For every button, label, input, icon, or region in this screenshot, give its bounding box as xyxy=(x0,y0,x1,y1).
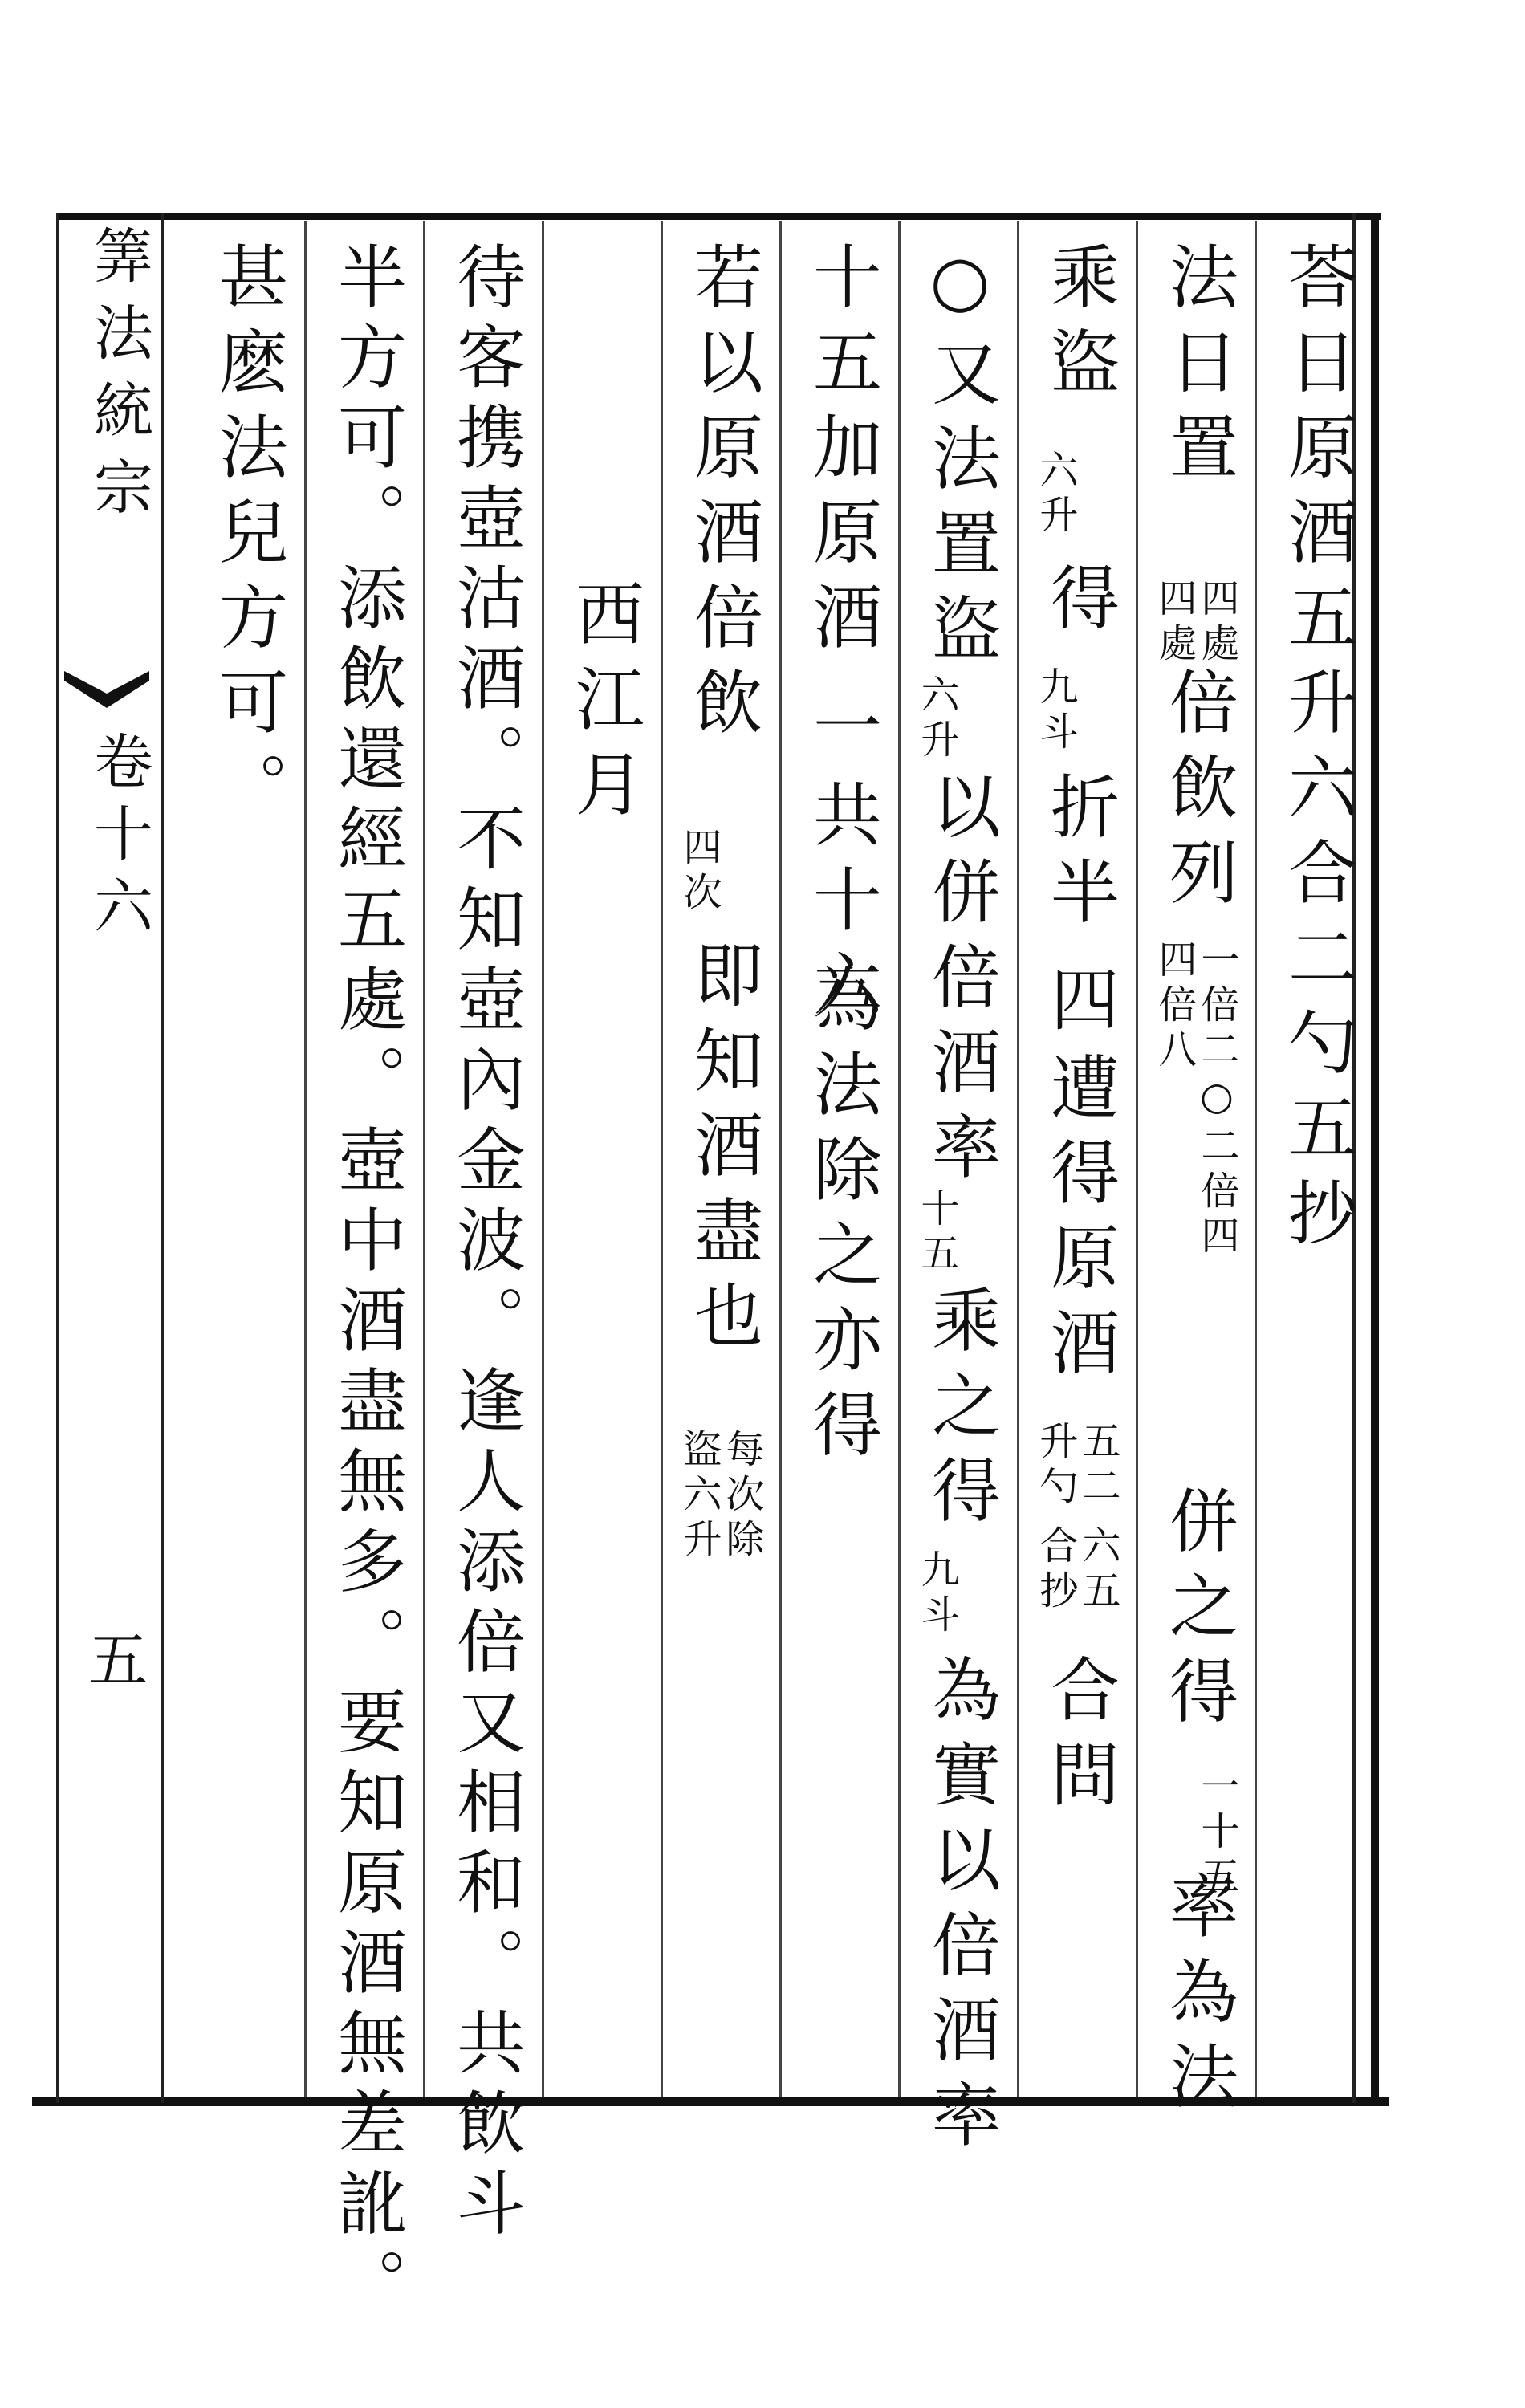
frame-top-border xyxy=(56,213,1381,220)
annotation-text: 折半 xyxy=(1039,771,1119,941)
annotation: 四倍八 xyxy=(1152,939,1197,1074)
annotation-text: 乘之得 xyxy=(920,1284,1000,1540)
text-column-add: 十五加原酒 xyxy=(801,241,881,666)
annotation: 四處 xyxy=(1152,578,1197,668)
text-column-if: 若以原酒倍飲 xyxy=(682,241,762,751)
annotation: 九斗 xyxy=(914,1549,959,1639)
annotation-text: 遭得原酒 xyxy=(1039,1051,1119,1392)
annotation-text: 即知酒盡也 xyxy=(682,939,762,1365)
text-column-alt-method: ○又法置盜 xyxy=(920,241,1000,677)
column-separator xyxy=(542,221,544,2097)
annotation: 五二 xyxy=(1076,1421,1120,1511)
annotation-text: 得 xyxy=(1039,562,1119,647)
column-separator xyxy=(779,221,782,2097)
annotation: 盜六升 xyxy=(677,1429,722,1564)
poem-line-2: 半方可。添飲還經五處。壺中酒盡無多。要知原酒無差訛。 xyxy=(326,241,406,2328)
annotation: 合抄 xyxy=(1033,1525,1078,1615)
column-separator xyxy=(1136,221,1138,2097)
annotation: 六升 xyxy=(914,674,959,764)
column-separator xyxy=(423,221,425,2097)
annotation: 四次 xyxy=(677,827,722,917)
annotation-text: 為實以倍酒率 xyxy=(920,1653,1000,2164)
annotation: 升勺 xyxy=(1033,1421,1078,1511)
column-separator xyxy=(898,221,901,2097)
annotation: 十五 xyxy=(914,1188,959,1278)
poem-line-3: 甚麽法兒方可。 xyxy=(207,241,287,836)
frame-right-border xyxy=(1371,213,1379,2103)
annotation-text: 四 xyxy=(1039,963,1119,1048)
annotation: 六五 xyxy=(1076,1525,1120,1615)
annotation: 九斗 xyxy=(1033,666,1078,756)
poem-line-1: 待客携壺沽酒。不知壺內金波。逢人添倍又相和。共飲斗 xyxy=(445,241,525,2247)
annotation-text: 一 xyxy=(801,690,881,775)
juan-label: 卷十六 xyxy=(84,730,153,947)
text-column-answer: 荅日原酒五升六合二勺五抄 xyxy=(1276,241,1356,1262)
annotation: 一倍二○二倍四 xyxy=(1194,939,1239,1260)
book-title: 筭法統宗 xyxy=(84,225,153,533)
annotation-text: 合問 xyxy=(1039,1653,1119,1824)
annotation-text: 倍飲列 xyxy=(1157,666,1238,921)
fishtail-mark-icon xyxy=(63,666,151,722)
annotation-text: 併之得 xyxy=(1157,1485,1238,1740)
text-column-multiply: 乘盜 xyxy=(1039,241,1119,411)
annotation-text: 率為法 xyxy=(1157,1870,1238,2125)
frame-left-border xyxy=(56,213,59,2103)
column-separator xyxy=(661,221,663,2097)
page-number: 五 xyxy=(88,1626,148,1695)
annotation: 四處 xyxy=(1194,578,1239,668)
annotation: 一十五 xyxy=(1194,1766,1239,1901)
annotation-text: 以併倍酒率 xyxy=(920,771,1000,1196)
text-column-method: 法日置 xyxy=(1157,241,1238,496)
poem-title: 西江月 xyxy=(563,578,644,833)
annotation: 每次除 xyxy=(719,1429,764,1564)
annotation-text: 共十六 xyxy=(801,779,881,1034)
column-separator xyxy=(1017,221,1019,2097)
column-separator xyxy=(1255,221,1257,2097)
column-separator xyxy=(304,221,307,2097)
annotation-text: 為法除之亦得 xyxy=(801,963,881,1474)
annotation: 六升 xyxy=(1033,449,1078,539)
